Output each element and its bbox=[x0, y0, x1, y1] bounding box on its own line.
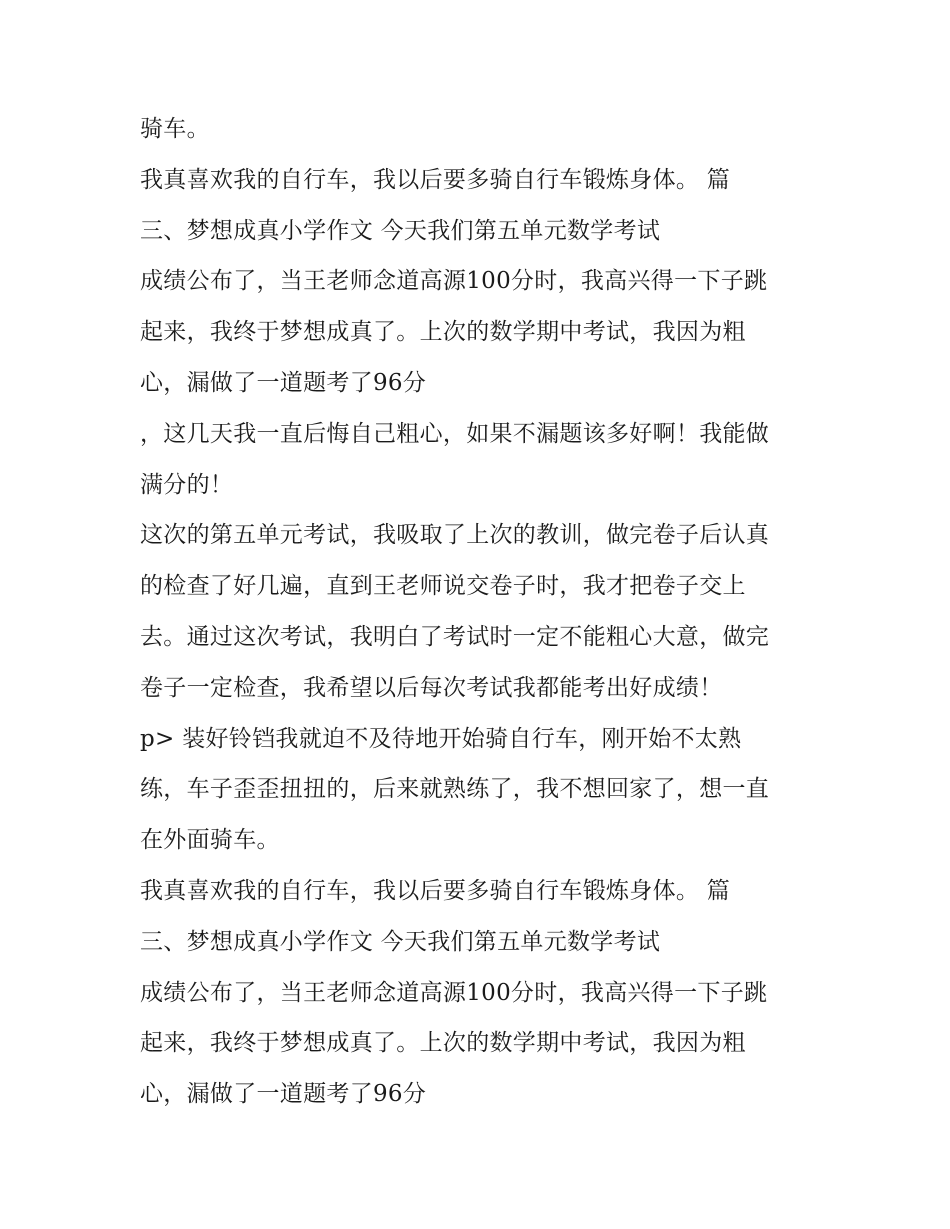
text-line: 骑车。 bbox=[140, 116, 210, 142]
text-line: 在外面骑车。 bbox=[140, 827, 280, 854]
text-line: 成绩公布了，当王老师念道高源100分时，我高兴得一下子跳 bbox=[140, 268, 768, 295]
text-line: ，这几天我一直后悔自己粗心，如果不漏题该多好啊！我能做 bbox=[140, 420, 770, 447]
text-line: p> 装好铃铛我就迫不及待地开始骑自行车，刚开始不太熟 bbox=[140, 725, 742, 752]
text-line: 成绩公布了，当王老师念道高源100分时，我高兴得一下子跳 bbox=[140, 979, 768, 1006]
text-line: 心，漏做了一道题考了96分 bbox=[140, 369, 427, 396]
text-line: 我真喜欢我的自行车，我以后要多骑自行车锻炼身体。 篇 bbox=[140, 166, 731, 193]
text-line: 起来，我终于梦想成真了。上次的数学期中考试，我因为粗 bbox=[140, 319, 746, 346]
text-line: 的检查了好几遍，直到王老师说交卷子时，我才把卷子交上 bbox=[140, 573, 746, 600]
text-line: 三、梦想成真小学作文 今天我们第五单元数学考试 bbox=[140, 928, 661, 955]
body-text bbox=[140, 104, 840, 1120]
text-line: 心，漏做了一道题考了96分 bbox=[140, 1081, 427, 1108]
text-line: 这次的第五单元考试，我吸取了上次的教训，做完卷子后认真 bbox=[140, 522, 770, 549]
text-line: 满分的！ bbox=[140, 471, 234, 498]
text-line: 练，车子歪歪扭扭的，后来就熟练了，我不想回家了，想一直 bbox=[140, 776, 770, 803]
text-line: 我真喜欢我的自行车，我以后要多骑自行车锻炼身体。 篇 bbox=[140, 877, 731, 904]
text-line: 三、梦想成真小学作文 今天我们第五单元数学考试 bbox=[140, 217, 661, 244]
text-line: 卷子一定检查，我希望以后每次考试我都能考出好成绩！ bbox=[140, 674, 723, 701]
text-line: 起来，我终于梦想成真了。上次的数学期中考试，我因为粗 bbox=[140, 1030, 746, 1057]
text-line: 去。通过这次考试，我明白了考试时一定不能粗心大意，做完 bbox=[140, 623, 770, 650]
